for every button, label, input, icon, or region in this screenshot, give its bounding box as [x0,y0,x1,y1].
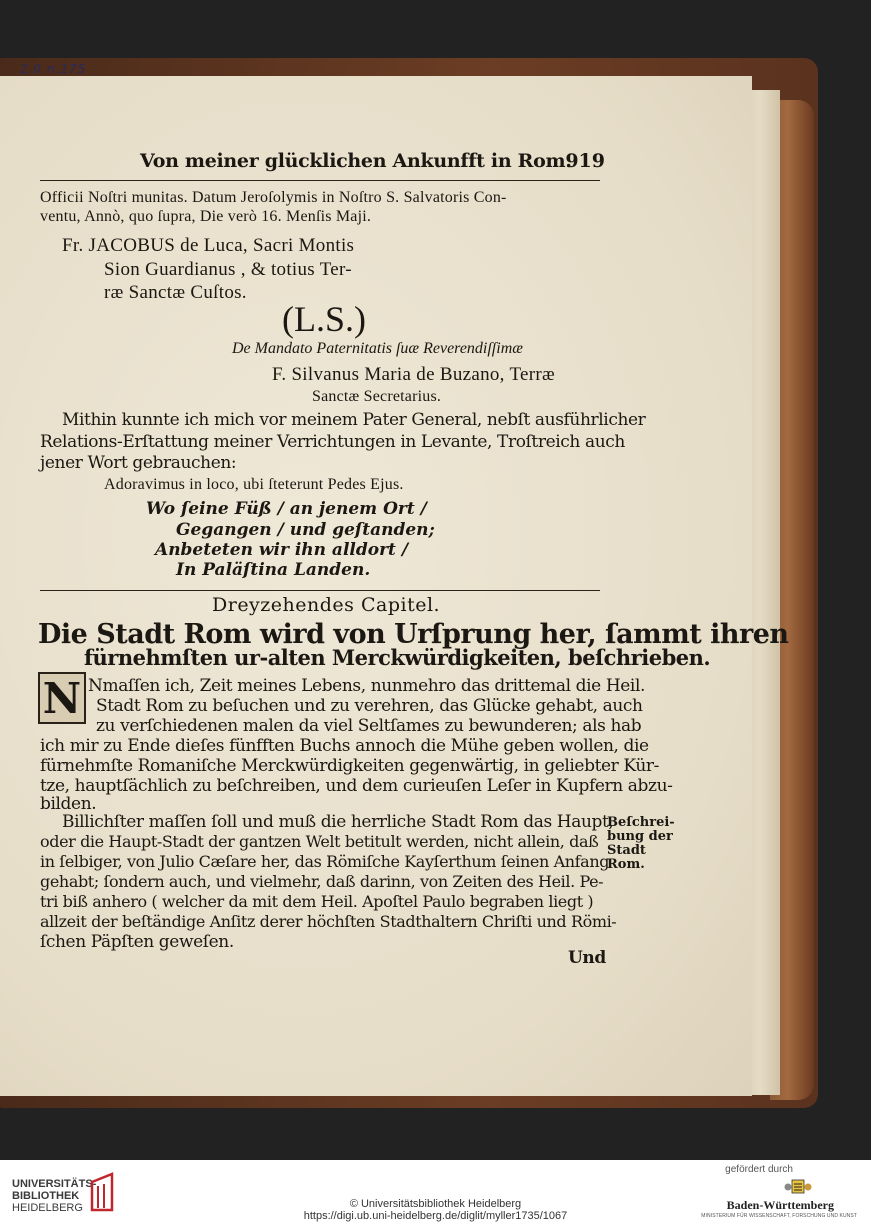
text-line: ſchen Päpſten geweſen. [40,932,234,952]
text-line: Nmaſſen ich, Zeit meines Lebens, nunmehro das drittemal die Heil. [88,676,646,696]
chapter-rule [40,590,600,591]
text-line: zu verſchiedenen malen da viel Seltſames zu bewunderen; als hab [96,716,642,736]
verse-line: Gegangen / und geſtanden; [176,520,435,540]
coat-of-arms-icon [783,1177,813,1195]
locus-sigilli: (L.S.) [282,299,366,339]
chapter-number: Dreyzehendes Capitel. [212,594,441,616]
text-line: Officii Noſtri munitas. Datum Jeroſolymis in Noſtro S. Salvatoris Con- [40,189,507,206]
copyright-text: © Universitätsbibliothek Heidelberg [349,1198,522,1210]
text-line: bilden. [40,794,97,814]
text-line: Mithin kunnte ich mich vor meinem Pater General, nebſt ausführlicher [62,410,646,430]
margin-note: Beſchrei- bung der Stadt Rom. [607,815,675,872]
page-number: 919 [565,150,605,172]
text-line: ræ Sanctæ Cuſtos. [104,282,247,303]
text-line: fürnehmſte Romaniſche Merckwürdigkeiten gegenwärtig, in geliebter Kür- [40,756,659,776]
library-logo-text: UNIVERSITÄTS- BIBLIOTHEK HEIDELBERG [12,1178,97,1214]
sponsor-name: Baden-Württemberg [726,1198,834,1212]
text-line: ventu, Annò, quo ſupra, Die verò 16. Menſis Maji. [40,208,372,225]
text-line: ich mir zu Ende dieſes fünfften Buchs annoch die Mühe geben wollen, die [40,736,649,756]
text-line: Fr. JACOBUS de Luca, Sacri Montis [62,235,355,256]
text-line: Relations-Erſtattung meiner Verrichtungen in Levante, Troſtreich auch [40,432,625,452]
text-line: Sion Guardianus , & totius Ter- [104,259,352,280]
verse-line: Anbeteten wir ihn alldort / [155,540,409,560]
text-line: Adoravimus in loco, ubi ſteterunt Pedes Ejus. [104,476,404,493]
viewer-footer [0,1160,871,1223]
text-line: Billichſter maſſen ſoll und muß die herrliche Stadt Rom das Haupt, [62,812,614,832]
text-line: tri biß anhero ( welcher da mit dem Heil. Apoſtel Paulo begraben liegt ) [40,892,594,911]
running-title: Von meiner glücklichen Ankunfft in Rom. [140,150,572,172]
text-line: Stadt Rom zu beſuchen und zu verehren, das Glücke gehabt, auch [96,696,643,716]
verse-line: Wo ſeine Füß / an jenem Ort / [146,499,427,519]
text-line: De Mandato Paternitatis ſuæ Reverendiſſimæ [232,340,523,357]
text-line: in ſelbiger, von Julio Cæſare her, das Römiſche Kayſerthum ſeinen Anfang [40,852,610,871]
chapter-title: Die Stadt Rom wird von Urſprung her, ſammt ihren [38,619,789,650]
text-line: tze, hauptſächlich zu beſchreiben, und dem curieuſen Leſer in Kupfern abzu- [40,776,673,796]
text-line: jener Wort gebrauchen: [40,453,237,473]
verse-line: In Paläſtina Landen. [176,560,371,580]
drop-cap: N [38,672,86,724]
sponsor-ministry: MINISTERIUM FÜR WISSENSCHAFT, FORSCHUNG UND KUNST [701,1213,857,1219]
catchword: Und [568,948,606,968]
permalink[interactable]: https://digi.ub.uni-heidelberg.de/diglit/myller1735/1067 [303,1210,568,1222]
text-line: gehabt; ſondern auch, und vielmehr, daß darinn, von Zeiten des Heil. Pe- [40,872,604,891]
text-line: F. Silvanus Maria de Buzano, Terræ [272,364,555,385]
shelf-mark: 2.0 n.175 [20,62,87,76]
text-line: Sanctæ Secretarius. [312,388,442,405]
text-line: oder die Haupt-Stadt der gantzen Welt betitult werden, nicht allein, daß [40,832,599,851]
text-line: allzeit der beſtändige Anſitz derer höchſten Stadthaltern Chriſti und Römi- [40,912,617,931]
funded-by-label: gefördert durch [725,1164,793,1175]
chapter-subtitle: fürnehmſten ur-alten Merckwürdigkeiten, beſchrieben. [84,645,711,670]
header-rule [40,180,600,181]
